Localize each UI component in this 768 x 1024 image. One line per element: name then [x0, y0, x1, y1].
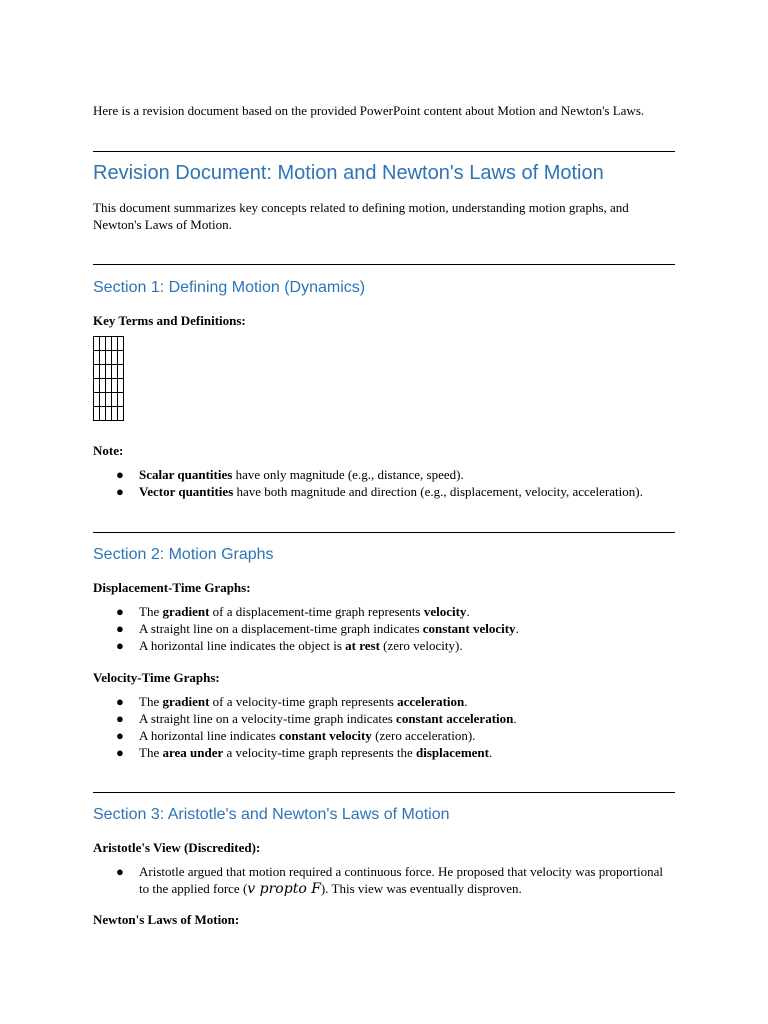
list-item	[93, 620, 675, 637]
bullet-icon: ●	[116, 711, 124, 726]
item-text: The	[139, 604, 163, 619]
item-text: have only magnitude (e.g., distance, speed).	[232, 467, 464, 482]
aristotle-heading: Aristotle's View (Discredited):	[93, 840, 261, 855]
list-item	[93, 603, 675, 620]
item-text: a velocity-time graph represents the	[223, 745, 417, 760]
document-title: Revision Document: Motion and Newton's Laws of Motion	[93, 162, 604, 184]
item-text: .	[513, 711, 517, 726]
bullet-icon: ●	[116, 484, 124, 499]
item-text: Aristotle argued that motion required a continuous force. He proposed that velocity was proportional to the applied force (	[139, 864, 663, 896]
note-list	[93, 466, 675, 500]
key-terms-heading: Key Terms and Definitions:	[93, 313, 246, 328]
item-text: of a velocity-time graph represents	[209, 694, 398, 709]
summary-text: This document summarizes key concepts related to defining motion, understanding motion graphs, and Newton's Laws of Motion.	[93, 200, 629, 232]
item-text: .	[515, 621, 519, 636]
section2-heading: Section 2: Motion Graphs	[93, 546, 274, 563]
bullet-icon: ●	[116, 728, 124, 743]
dt-graphs-heading: Displacement-Time Graphs:	[93, 580, 251, 595]
bold-term: area under	[162, 745, 224, 760]
vt-graphs-heading: Velocity-Time Graphs:	[93, 670, 220, 685]
note-heading: Note:	[93, 443, 124, 458]
divider	[93, 532, 675, 533]
bold-term: constant velocity	[279, 728, 372, 743]
divider	[93, 792, 675, 793]
list-item	[93, 693, 675, 710]
list-item	[93, 863, 675, 898]
intro-text: Here is a revision document based on the provided PowerPoint content about Motion and Newton's Laws.	[93, 103, 645, 118]
bullet-icon: ●	[116, 638, 124, 653]
key-terms-table	[93, 336, 124, 421]
bullet-icon: ●	[116, 745, 124, 760]
item-text: A horizontal line indicates the object is	[139, 638, 346, 653]
bullet-icon: ●	[116, 621, 124, 636]
bullet-icon: ●	[116, 864, 124, 879]
list-item	[93, 637, 675, 654]
bold-term: Vector quantities	[139, 484, 234, 499]
list-item	[93, 744, 675, 761]
bullet-icon: ●	[116, 604, 124, 619]
vt-graphs-list	[93, 693, 675, 761]
list-item	[93, 483, 675, 500]
list-item	[93, 727, 675, 744]
item-text: (zero velocity).	[379, 638, 463, 653]
bold-term: at rest	[345, 638, 380, 653]
section1-heading: Section 1: Defining Motion (Dynamics)	[93, 279, 366, 296]
dt-graphs-list	[93, 603, 675, 654]
bold-term: Scalar quantities	[139, 467, 233, 482]
bold-term: velocity	[423, 604, 467, 619]
divider	[93, 264, 675, 265]
bold-term: gradient	[162, 694, 210, 709]
item-text: .	[466, 604, 470, 619]
item-text: ). This view was eventually disproven.	[320, 881, 522, 896]
bold-term: constant acceleration	[396, 711, 514, 726]
item-text: .	[488, 745, 493, 760]
item-text: A straight line on a displacement-time graph indicates	[139, 621, 423, 636]
item-text: .	[464, 694, 468, 709]
aristotle-list	[93, 863, 675, 898]
section3-heading: Section 3: Aristotle's and Newton's Laws of Motion	[93, 806, 450, 823]
newton-heading: Newton's Laws of Motion:	[93, 912, 240, 927]
item-text: have both magnitude and direction (e.g., displacement, velocity, acceleration).	[233, 484, 643, 499]
item-text: of a displacement-time graph represents	[209, 604, 424, 619]
bold-term: acceleration	[397, 694, 465, 709]
bold-term: displacement	[416, 745, 489, 760]
divider	[93, 151, 675, 152]
bullet-icon: ●	[116, 467, 124, 482]
bold-term: constant velocity	[422, 621, 516, 636]
list-item	[93, 466, 675, 483]
list-item	[93, 710, 675, 727]
item-text: A horizontal line indicates	[139, 728, 280, 743]
item-text: The	[139, 745, 163, 760]
bullet-icon: ●	[116, 694, 124, 709]
math-expression: v propto F	[247, 881, 321, 897]
item-text: A straight line on a velocity-time graph indicates	[139, 711, 397, 726]
item-text: (zero acceleration).	[371, 728, 476, 743]
item-text: The	[139, 694, 163, 709]
bold-term: gradient	[162, 604, 210, 619]
